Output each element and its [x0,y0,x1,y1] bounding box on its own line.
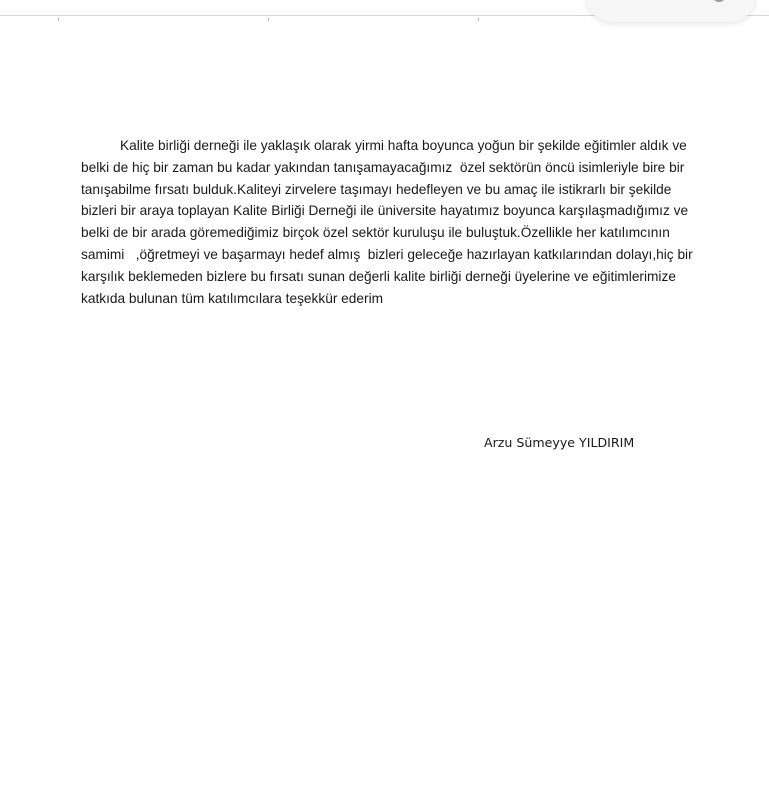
letter-line: karşılık beklemeden bizlere bu fırsatı sunan değerli kalite birliği derneği üyelerine ve eğitimlerimize [81,268,676,284]
letter-line: belki de bir arada göremediğimiz birçok özel sektör kuruluşu ile buluştuk.Özellikle her katılımcının [81,225,670,241]
viewer-controls-icons [616,0,736,2]
letter-line: Kalite birliği derneği ile yaklaşık olarak yirmi hafta boyunca yoğun bir şekilde eğitimler aldık ve [120,138,687,153]
letter-line: katkıda bulunan tüm katılımcılara teşekkür ederim [81,290,384,306]
letter-body [81,135,769,309]
ruler-tick [58,18,59,21]
ruler-tick [478,18,479,21]
letter-line: bizleri bir araya toplayan Kalite Birliği Derneği ile üniversite hayatımız boyunca karşılaşmadığımız ve [81,203,689,219]
circle-icon [712,0,726,2]
letter-line: samimi ,öğretmeyi ve başarmayı hedef almış bizleri geleceğe hazırlayan katkılarından dolayı,hiç bir [81,246,693,262]
letter-line: belki de hiç bir zaman bu kadar yakından tanışamayacağımız özel sektörün öncü isimleriyle bire bir [81,159,685,175]
letter-line: tanışabilme fırsatı bulduk.Kaliteyi zirvelere taşımayı hedefleyen ve bu amaç ile istikrarlı bir şekilde [81,181,672,197]
viewer-controls-overlay[interactable] [586,0,756,22]
ruler-tick [268,18,269,21]
signature-name: Arzu Sümeyye YILDIRIM [484,435,635,450]
